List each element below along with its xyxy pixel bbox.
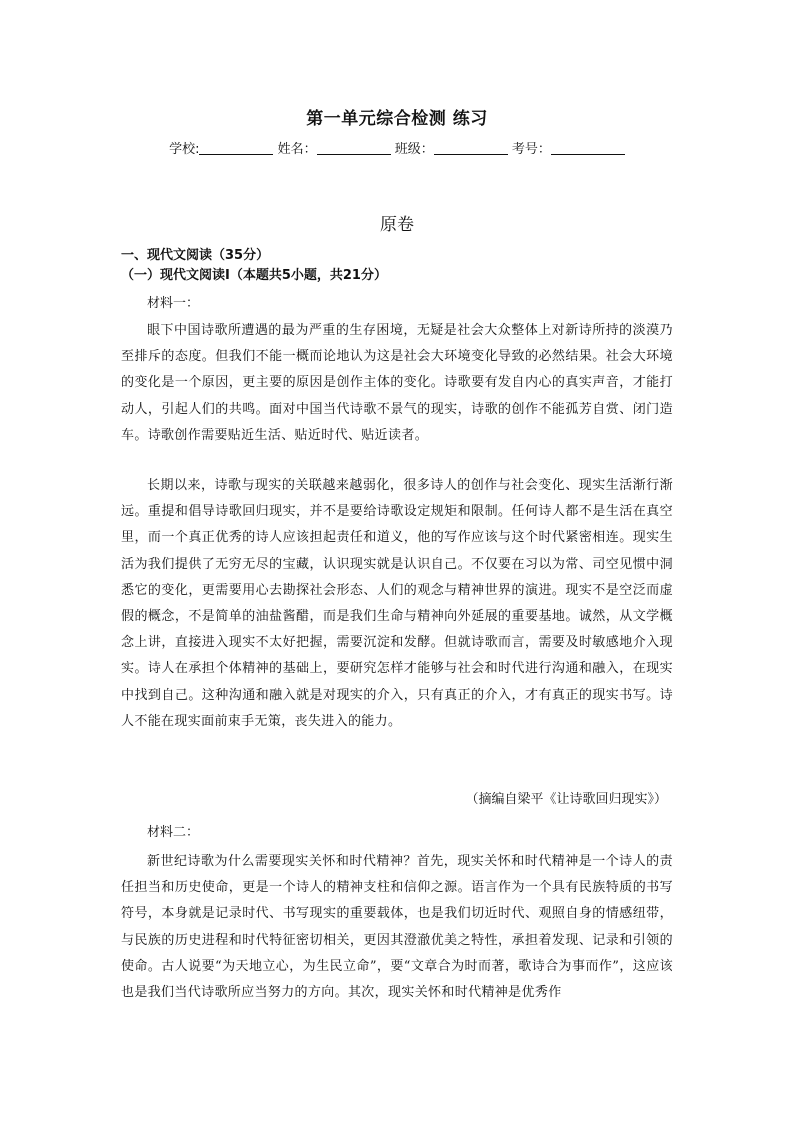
material-two-label: 材料二：: [147, 825, 200, 840]
document-title: 第一单元综合检测 练习: [306, 109, 488, 129]
name-blank[interactable]: [317, 142, 391, 155]
class-field: [395, 142, 512, 157]
exam-number-field: [512, 142, 625, 157]
name-field: [278, 142, 395, 157]
school-field: [169, 142, 278, 157]
school-blank[interactable]: [199, 142, 273, 155]
class-label: 班级：: [394, 142, 434, 157]
student-info-line: [0, 138, 794, 157]
school-label: 学校:: [169, 142, 200, 157]
material-two-paragraph-1: 新世纪诗歌为什么需要现实关怀和时代精神？首先，现实关怀和时代精神是一个诗人的责任担当和历史使命，更是一个诗人的精神支柱和信仰之源。语言作为一个具有民族特质的书写符号，本身就是记录时代、书写现实的重要载体，也是我们切近时代、观照自身的情感纽带，与民族的历史进程和时代特征密切相关，更因其澄澈优美之特性，承担着发现、记录和引领的使命。古人说要“为天地立心，为生民立命”，要“文章合为时而著，歌诗合为事而作”，这应该也是我们当代诗歌所应当努力的方向。其次，现实关怀和时代精神是优秀作: [121, 854, 673, 1001]
material-one-paragraph-2: 长期以来，诗歌与现实的关联越来越弱化，很多诗人的创作与社会变化、现实生活渐行渐远。重提和倡导诗歌回归现实，并不是要给诗歌设定规矩和限制。任何诗人都不是生活在真空里，而一个真正优秀的诗人应该担起责任和道义，他的写作应该与这个时代紧密相连。现实生活为我们提供了无穷无尽的宝藏，认识现实就是认识自己。不仅要在习以为常、司空见惯中洞悉它的变化，更需要用心去勘探社会形态、人们的观念与精神世界的演进。现实不是空泛而虚假的概念，不是简单的油盐酱醋，而是我们生命与精神向外延展的重要基地。诚然，从文学概念上讲，直接进入现实不太好把握，需要沉淀和发酵。但就诗歌而言，需要及时敏感地介入现实。诗人在承担个体精神的基础上，要研究怎样才能够与社会和时代进行沟通和融入，在现实中找到自己。这种沟通和融入就是对现实的介入，只有真正的介入，才有真正的现实书写。诗人不能在现实面前束手无策，丧失进入的能力。: [121, 478, 673, 729]
subsection-heading: （一）现代文阅读Ⅰ（本题共5小题，共21分）: [121, 268, 387, 283]
material-one-label: 材料一：: [147, 296, 200, 311]
class-blank[interactable]: [434, 142, 508, 155]
exam-number-blank[interactable]: [551, 142, 625, 155]
material-one-source: （摘编自梁平《让诗歌回归现实》）: [465, 792, 667, 807]
document-subtitle: 原卷: [380, 215, 414, 235]
name-label: 姓名：: [277, 142, 317, 157]
material-one-paragraph-1: 眼下中国诗歌所遭遇的最为严重的生存困境，无疑是社会大众整体上对新诗所持的淡漠乃至排斥的态度。但我们不能一概而论地认为这是社会大环境变化导致的必然结果。社会大环境的变化是一个原因，更主要的原因是创作主体的变化。诗歌要有发自内心的真实声音，才能打动人，引起人们的共鸣。面对中国当代诗歌不景气的现实，诗歌的创作不能孤芳自赏、闭门造车。诗歌创作需要贴近生活、贴近时代、贴近读者。: [121, 323, 673, 443]
exam-number-label: 考号：: [511, 142, 551, 157]
section-heading: 一、现代文阅读（35分）: [121, 248, 270, 263]
